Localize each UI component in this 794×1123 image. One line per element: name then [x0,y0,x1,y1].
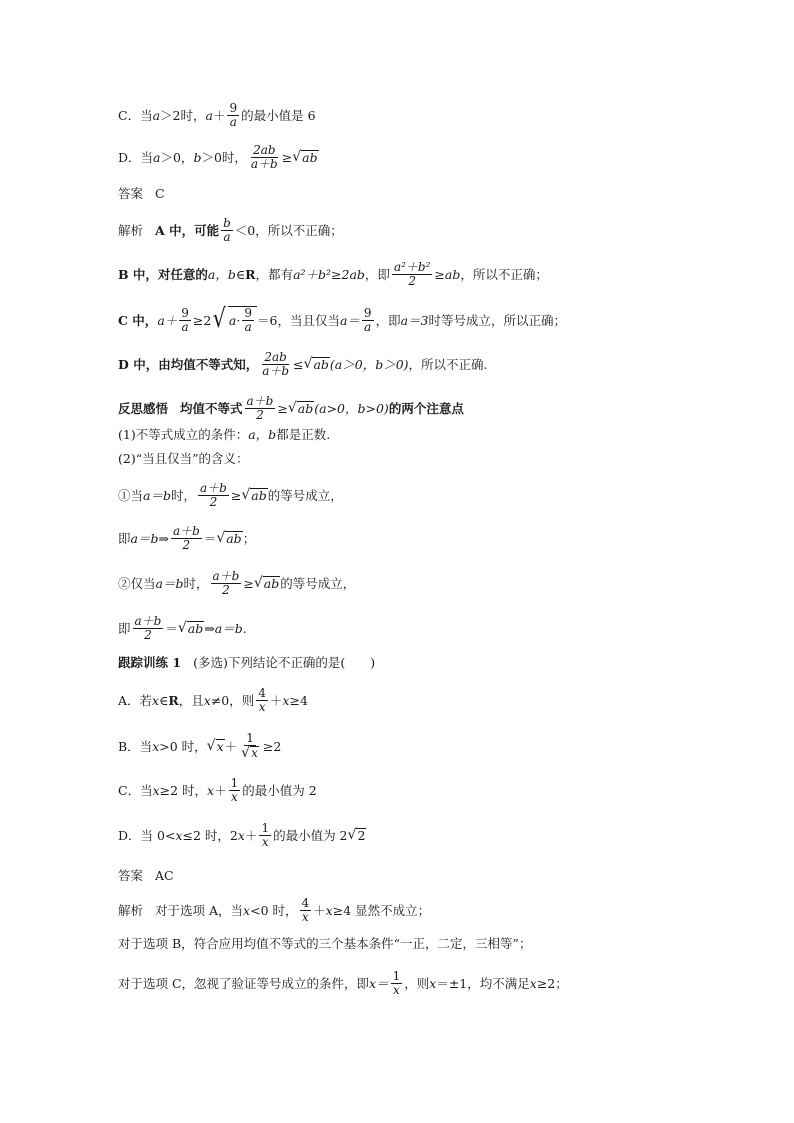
square-root: √ ab [216,530,242,546]
square-root: √ ab [287,400,314,416]
reflection-item-5: ②仅当 a＝b 时， $\frac{a+b}{2}$ ≥ √ ab 的等号成立， [118,568,356,597]
analysis2-line-2: 对于选项 B，符合应用均值不等式的三个基本条件“一正，二定，三相等”； [118,935,532,951]
practice-option-c: C．当 x ≥2 时， x ＋ $\frac{1}{x}$ 的最小值为 2 [118,775,317,804]
reflection-item-6: 即 $\frac{a+b}{2}$ ＝ √ ab ⇒a＝b. [118,613,247,642]
fraction: $\frac{b}{a}$ [223,215,231,244]
option-d: D．当 a ＞0， b ＞0时， $\frac{2ab}{a+b}$ ≥ √ ab [118,142,318,171]
square-root: √ ab [177,620,204,636]
answer-2: 答案 AC [118,867,174,883]
fraction: $\frac{1}{x}$ [230,775,239,804]
reflection-item-2: (2)“当且仅当”的含义： [118,450,249,466]
option-c: C．当 a ＞2时， a ＋ $\frac{9}{a}$ 的最小值是 6 [118,100,316,129]
fraction: $\frac{4}{x}$ [258,685,266,714]
square-root: √ ab [253,575,280,591]
fraction: $\frac{\text{a²＋b²}}{2}$ [393,259,431,288]
practice-option-a: A．若 x ∈ R ，且 x ≠0，则 $\frac{4}{x}$ ＋ x ≥4 [118,685,308,714]
square-root: √ ab [292,149,318,165]
square-root: √ 2 [347,827,366,843]
reflection-item-4: 即 a＝b⇒ $\frac{a+b}{2}$ ＝ √ ab ； [118,523,256,552]
answer-1: 答案 C [118,185,165,201]
practice-title: 跟踪训练 1 (多选)下列结论不正确的是( ) [118,654,376,670]
analysis2-line-1: 解析 对于选项 A，当 x <0 时， $\frac{4}{x}$ ＋ x ≥4 显然不成立； [118,895,431,924]
analysis2-line-3: 对于选项 C，忽视了验证等号成立的条件，即 x＝ $\frac{1}{x}$ ，则 x ＝±1，均不满足 x ≥2； [118,968,568,997]
fraction: $\frac{1}{x}$ [392,968,401,997]
square-root: √ ab [241,487,267,503]
analysis-b: B 中，对任意的 a，b ∈ R ，都有 a²＋b²≥2ab ，即 $\frac{\text{a²＋b²}}{2}$ ≥ab ，所以不正确； [118,259,548,288]
fraction: $\frac{9}{a}$ [181,305,189,334]
practice-option-b: B．当 x >0 时， √ x ＋ 1 √ x ≥2 [118,731,282,761]
fraction: $\frac{a+b}{2}$ [212,568,240,597]
fraction: $\frac{1}{x}$ [261,820,270,849]
analysis-d: D 中，由均值不等式知， $\frac{2ab}{a+b}$ ≤ √ ab (a＞0，b＞0) ，所以不正确. [118,349,488,378]
fraction: $\frac{a+b}{2}$ [134,613,162,642]
fraction: $\frac{a+b}{2}$ [246,393,274,422]
analysis-a: 解析 A 中，可能 $\frac{b}{a}$ ＜0，所以不正确； [118,215,343,244]
fraction: $\frac{a+b}{2}$ [172,523,200,552]
square-root: √ ab [303,356,329,372]
fraction: $\frac{9}{a}$ [229,100,238,129]
square-root: √ a· $\frac{9}{a}$ [211,306,257,334]
analysis-c: C 中， a＋ $\frac{9}{a}$ ≥2 √ a· $\frac{9}{a}$ ＝6，当且仅当 a＝ $\frac{9}{a}$ ，即 a＝3 时等号成立，所以正确； [118,304,566,334]
fraction: $\frac{2ab}{a+b}$ [250,142,278,171]
fraction: $\frac{a+b}{2}$ [200,480,227,509]
practice-option-d: D．当 0< x ≤2 时，2 x ＋ $\frac{1}{x}$ 的最小值为 2 √ 2 [118,820,366,849]
fraction: $\frac{4}{x}$ [301,895,310,924]
reflection-title: 反思感悟 均值不等式 $\frac{a+b}{2}$ ≥ √ ab (a>0，b>0) 的两个注意点 [118,393,464,422]
fraction: 1 √ x [241,731,258,761]
reflection-item-1: (1)不等式成立的条件： a，b 都是正数. [118,426,331,442]
fraction: $\frac{2ab}{a+b}$ [262,349,290,378]
square-root: √ x [206,738,224,754]
fraction: $\frac{9}{a}$ [363,305,372,334]
reflection-item-3: ①当 a＝b 时， $\frac{a+b}{2}$ ≥ √ ab 的等号成立， [118,480,343,509]
